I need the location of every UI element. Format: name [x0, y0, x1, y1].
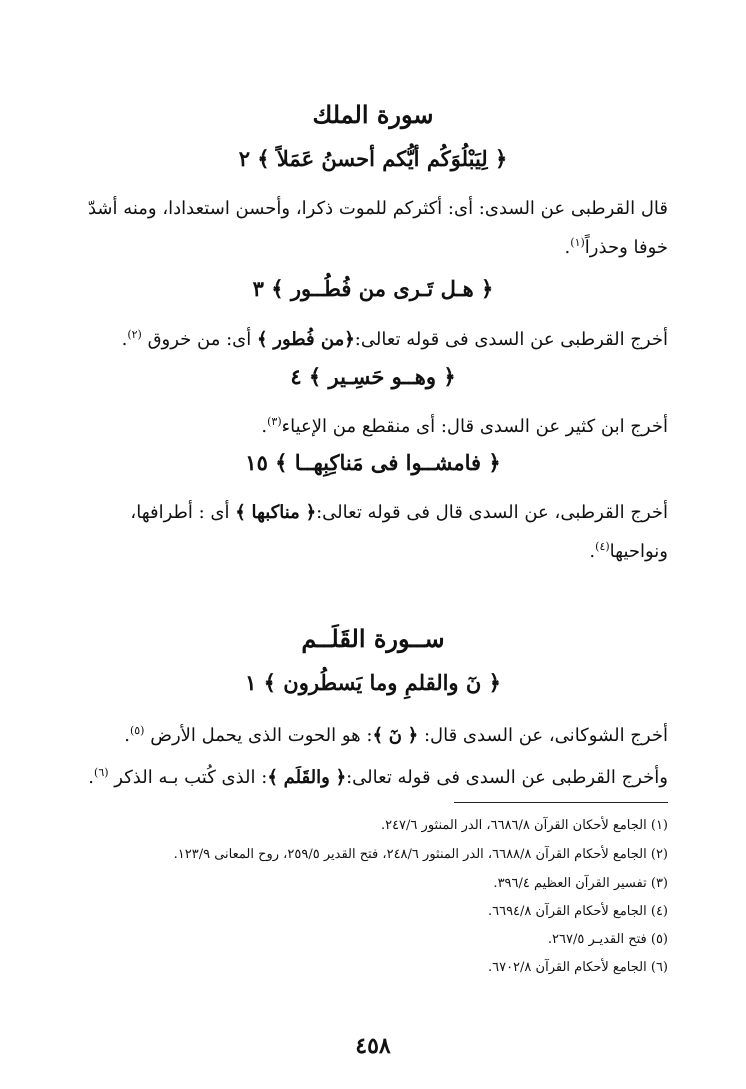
footnote: (٥) فتح القديـر ٢٦٧/٥.	[547, 932, 668, 947]
verse-number: ١	[245, 670, 257, 695]
quoted-word: من فُطور	[273, 329, 345, 350]
verse-text: وهــو حَسِـير	[328, 364, 437, 389]
verse-number: ١٥	[245, 450, 268, 475]
verse-text: هـل تَـرى من فُطُــور	[290, 276, 474, 301]
paragraph-text: أى : أطرافها، ونواحيها	[130, 502, 668, 562]
footnote: (٣) تفسير القرآن العظيم ٣٩٦/٤.	[493, 876, 668, 891]
ornate-bracket-close: ﴾	[235, 502, 246, 523]
paragraph-text: أخرج ابن كثير عن السدى قال: أى منقطع من الإعياء	[281, 416, 668, 437]
paragraph-text: أخرج القرطبى، عن السدى قال فى قوله تعالى:	[316, 502, 668, 523]
verse-heading	[0, 364, 746, 389]
ornate-bracket-open: ﴿	[495, 146, 508, 171]
ornate-bracket-open: ﴿	[488, 450, 501, 475]
commentary-paragraph: أخرج الشوكانى، عن السدى قال: ﴿ نٓ ﴾: هو الحوت الذى يحمل الأرض $^{(٥)}$.	[124, 724, 668, 746]
verse-text: نٓ والقلمِ وما يَسطُرون	[283, 670, 482, 695]
commentary-paragraph: أخرج ابن كثير عن السدى قال: أى منقطع من الإعياء$^{(٣)}$.	[261, 415, 668, 437]
ornate-bracket-close: ﴾	[275, 450, 288, 475]
ornate-bracket-open: ﴿	[488, 670, 501, 695]
verse-text: فامشــوا فى مَناكِبِهــا	[294, 450, 482, 475]
paragraph-text: هو الحوت الذى يحمل الأرض	[150, 725, 361, 746]
paragraph-text: الذى كُتب بـه الذكر	[114, 767, 256, 788]
paragraph-text: قال القرطبى عن السدى: أى: أكثركم للموت ذكرا، وأحسن استعدادا، ومنه أشدّ خوفا وحذراً	[87, 198, 668, 258]
ornate-bracket-close: ﴾	[271, 276, 284, 301]
ornate-bracket-close: ﴾	[308, 364, 322, 389]
paragraph-text: أى: من خروق	[147, 329, 252, 350]
surah-title: ســورة القَلَــم	[301, 624, 445, 653]
commentary-paragraph: أخرج القرطبى، عن السدى قال فى قوله تعالى:﴿ مناكبها ﴾ أى : أطرافها، ونواحيها$^{(٤)}$.	[130, 502, 668, 562]
ornate-bracket-open: ﴿	[443, 364, 456, 389]
footnote: (٤) الجامع لأحكام القرآن ٦٦٩٤/٨.	[487, 904, 668, 919]
surah-title: سورة الملك	[312, 100, 434, 129]
verse-number: ٣	[252, 276, 264, 301]
footnote-ref: (٢)	[127, 328, 142, 341]
verse-text: لِيَبْلُوَكُم أيُّكم أحسنُ عَمَلاً	[276, 146, 488, 171]
footnote-ref: (١)	[570, 236, 585, 249]
footnote-ref: (٣)	[267, 415, 282, 428]
paragraph-text: أخرج الشوكانى، عن السدى قال:	[423, 725, 668, 746]
page-number: ٤٥٨	[355, 1033, 391, 1059]
commentary-paragraph: قال القرطبى عن السدى: أى: أكثركم للموت ذكرا، وأحسن استعدادا، ومنه أشدّ خوفا وحذراً$^{(١)}$.	[87, 198, 668, 258]
quoted-word: مناكبها	[251, 502, 300, 523]
paragraph-text: وأخرج القرطبى عن السدى فى قوله تعالى:	[346, 767, 668, 788]
quoted-word: والقَلَم	[283, 767, 330, 788]
verse-number: ٢	[238, 146, 250, 171]
ornate-bracket-open: ﴿	[407, 725, 419, 746]
commentary-paragraph: أخرج القرطبى عن السدى فى قوله تعالى:﴿من فُطور ﴾ أى: من خروق $^{(٢)}$.	[121, 328, 668, 350]
verse-heading	[0, 276, 746, 301]
ornate-bracket-close: ﴾	[256, 329, 268, 350]
footnote-ref: (٤)	[595, 540, 610, 553]
footnote: (٢) الجامع لأحكام القرآن ٦٦٨٨/٨، الدر المنثور ٢٤٨/٦، فتح القدير ٢٥٩/٥، روح المعانى ١٢٣/٩.	[173, 847, 668, 862]
ornate-bracket-open: ﴿	[344, 329, 355, 350]
verse-heading	[0, 450, 746, 475]
ornate-bracket-open: ﴿	[335, 767, 347, 788]
ornate-bracket-close: ﴾	[372, 725, 383, 746]
footnote: (١) الجامع لأحكان القرآن ٦٦٨٦/٨، الدر المنثور ٢٤٧/٦.	[380, 818, 668, 833]
paragraph-text: أخرج القرطبى عن السدى فى قوله تعالى:	[354, 329, 668, 350]
ornate-bracket-open: ﴿	[305, 502, 317, 523]
ornate-bracket-close: ﴾	[267, 767, 278, 788]
commentary-paragraph: وأخرج القرطبى عن السدى فى قوله تعالى:﴿ والقَلَم ﴾: الذى كُتب بـه الذكر $^{(٦)}$.	[88, 766, 668, 788]
ornate-bracket-open: ﴿	[481, 276, 494, 301]
quoted-word: نٓ	[388, 725, 402, 746]
footnote-ref: (٦)	[94, 766, 109, 779]
footnote-divider	[454, 802, 668, 803]
verse-heading	[0, 670, 746, 695]
ornate-bracket-close: ﴾	[263, 670, 276, 695]
ornate-bracket-close: ﴾	[257, 146, 270, 171]
footnote-ref: (٥)	[129, 724, 145, 737]
footnote: (٦) الجامع لأحكام القرآن ٦٧٠٢/٨.	[487, 960, 668, 975]
verse-heading	[0, 146, 746, 171]
verse-number: ٤	[290, 364, 302, 389]
